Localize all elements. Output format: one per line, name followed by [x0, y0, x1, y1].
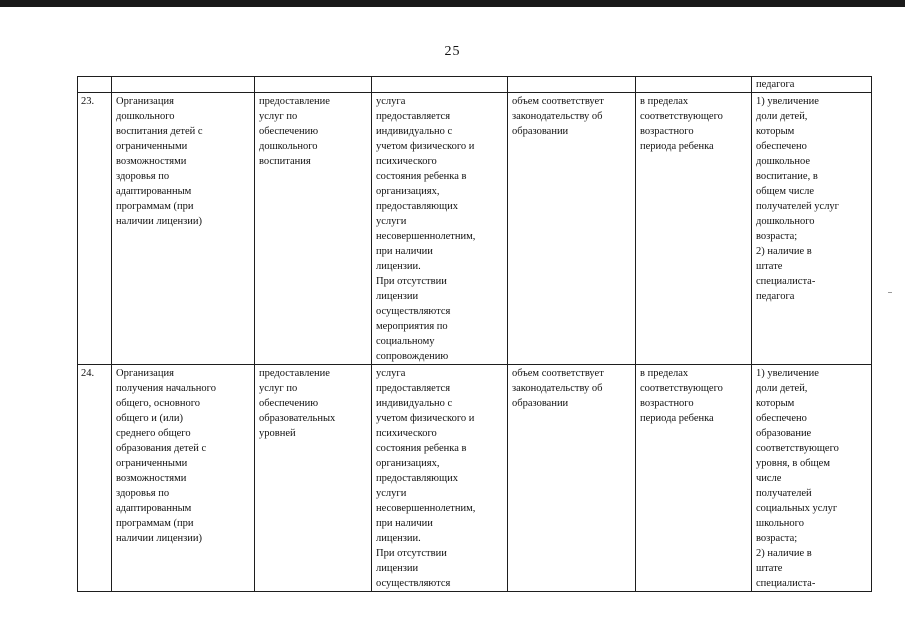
service-name: Организация получения начального общего, основного общего и (или) среднего общего образования детей с ограниченными возможностями здоровья по адаптированным программам (при наличии лицензии): [112, 365, 255, 592]
service-volume: объем соответствует законодательству об образовании: [508, 365, 636, 592]
service-indicators: 1) увеличение доли детей, которым обеспечено дошкольное воспитание, в общем числе получателей услуг дошкольного возраста; 2) наличие в штате специалиста- педагога: [752, 93, 872, 365]
service-term: в пределах соответствующего возрастного периода ребенка: [636, 93, 752, 365]
row-number: 24.: [78, 365, 112, 592]
service-conditions: услуга предоставляется индивидуально с учетом физического и психического состояния ребенка в организациях, предоставляющих услуги несовершеннолетним, при наличии лицензии. При отсутствии лицензии осуществляются: [372, 365, 508, 592]
service-term: в пределах соответствующего возрастного периода ребенка: [636, 365, 752, 592]
cell-cont-term: [636, 77, 752, 93]
service-indicators: 1) увеличение доли детей, которым обеспечено образование соответствующего уровня, в общем числе получателей социальных услуг школьного возраста; 2) наличие в штате специалиста-: [752, 365, 872, 592]
cell-cont-conditions: [372, 77, 508, 93]
service-name: Организация дошкольного воспитания детей с ограниченными возможностями здоровья по адаптированным программам (при наличии лицензии): [112, 93, 255, 365]
service-volume: объем соответствует законодательству об образовании: [508, 93, 636, 365]
cell-cont-name: [112, 77, 255, 93]
services-table: [77, 76, 872, 592]
table-row: [78, 93, 872, 365]
cell-cont-content: [255, 77, 372, 93]
page-number: 25: [444, 44, 461, 59]
top-border-bar: [0, 0, 905, 7]
cell-cont-num: [78, 77, 112, 93]
service-conditions: услуга предоставляется индивидуально с учетом физического и психического состояния ребенка в организациях, предоставляющих услуги несовершеннолетним, при наличии лицензии. При отсутствии лицензии осуществляются мероприятия по социальному сопровождению: [372, 93, 508, 365]
service-content: предоставление услуг по обеспечению образовательных уровней: [255, 365, 372, 592]
margin-mark: [888, 292, 892, 293]
cell-cont-indicators: педагога: [752, 77, 872, 93]
table-row: [78, 365, 872, 592]
row-number: 23.: [78, 93, 112, 365]
continuation-row: [78, 77, 872, 93]
service-content: предоставление услуг по обеспечению дошкольного воспитания: [255, 93, 372, 365]
cell-cont-volume: [508, 77, 636, 93]
